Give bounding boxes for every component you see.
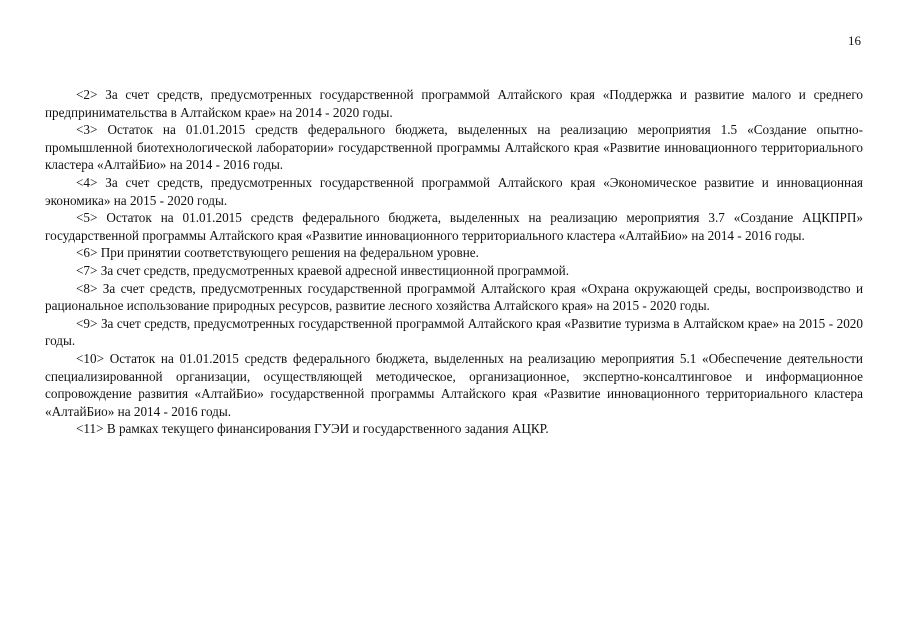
footnote-8: <8> За счет средств, предусмотренных государственной программой Алтайского края «Охрана окружающей среды, воспроизводство и рациональное использование природных ресурсов, развитие лесного хозяйства Алтайского края» на 2015 - 2020 годы. [45, 280, 863, 314]
footnote-5: <5> Остаток на 01.01.2015 средств федерального бюджета, выделенных на реализацию мероприятия 3.7 «Создание АЦКПРП» государственной программы Алтайского края «Развитие инновационного территориального кластера «АлтайБио» на 2014 - 2016 годы. [45, 210, 863, 243]
footnote-10: <10> Остаток на 01.01.2015 средств федерального бюджета, выделенных на реализацию мероприятия 5.1 «Обеспечение деятельности специализированной организации, осуществляющей методическое, организационное, экспертно-консалтинговое и информационное сопровождение развития «АлтайБио» государственной программы Алтайского края «Развитие инновационного территориального кластера «АлтайБио» на 2014 - 2016 годы. [45, 350, 863, 419]
footnote-2: <2> За счет средств, предусмотренных государственной программой Алтайского края «Поддержка и развитие малого и среднего предпринимательства в Алтайском крае» на 2014 - 2020 годы. [45, 87, 863, 120]
footnote-7: <7> За счет средств, предусмотренных краевой адресной инвестиционной программой. [76, 262, 570, 278]
footnote-4: <4> За счет средств, предусмотренных государственной программой Алтайского края «Экономическое развитие и инновационная экономика» на 2015 - 2020 годы. [45, 174, 863, 208]
footnote-9: <9> За счет средств, предусмотренных государственной программой Алтайского края «Развитие туризма в Алтайском крае» на 2015 - 2020 годы. [45, 315, 863, 349]
footnote-11: <11> В рамках текущего финансирования ГУЭИ и государственного задания АЦКР. [76, 421, 549, 437]
footnote-6: <6> При принятии соответствующего решения на федеральном уровне. [76, 245, 479, 261]
footnotes-list [45, 86, 863, 438]
page-number: 16 [848, 33, 861, 48]
footnote-3: <3> Остаток на 01.01.2015 средств федерального бюджета, выделенных на реализацию мероприятия 1.5 «Создание опытно-промышленной биотехнологической лаборатории» государственной программы Алтайского края «Развитие инновационного территориального кластера «АлтайБио» на 2014 - 2016 годы. [45, 122, 863, 173]
